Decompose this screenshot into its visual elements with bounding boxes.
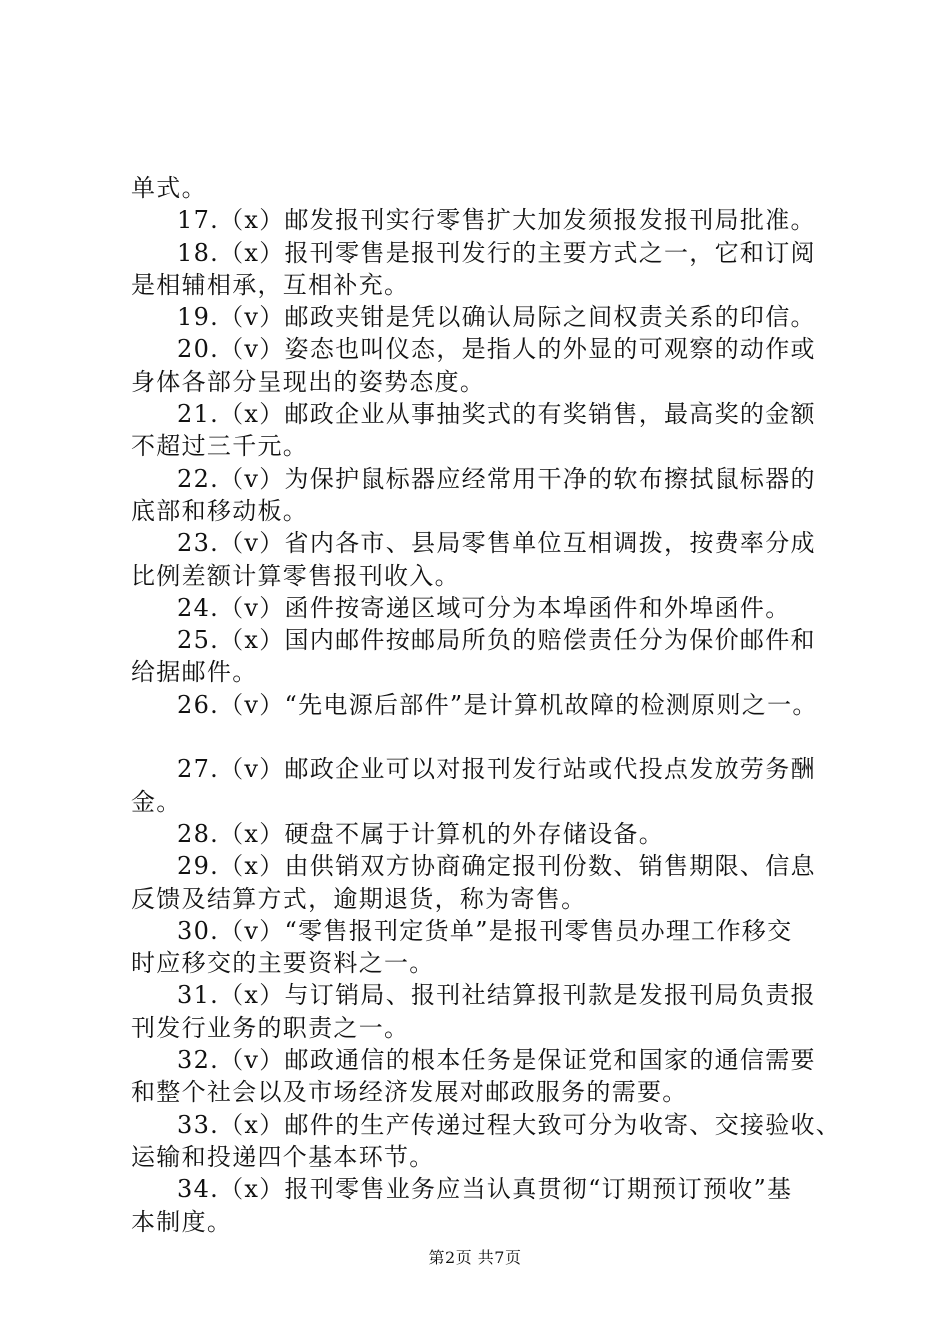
text-line: 反馈及结算方式，逾期退货，称为寄售。 [131, 884, 587, 913]
text-line: 34.（x）报刊零售业务应当认真贯彻“订期预订预收”基 [177, 1175, 793, 1204]
text-line: 本制度。 [131, 1207, 233, 1236]
text-line: 给据邮件。 [131, 658, 258, 687]
text-line: 24.（v）函件按寄递区域可分为本埠函件和外埠函件。 [177, 593, 791, 622]
text-line: 30.（v）“零售报刊定货单”是报刊零售员办理工作移交 [177, 916, 793, 945]
text-line: 27.（v）邮政企业可以对报刊发行站或代投点发放劳务酬 [177, 755, 816, 784]
page-footer: 第2页 共7页 [428, 1248, 522, 1267]
text-line: 29.（x）由供销双方协商确定报刊份数、销售期限、信息 [177, 852, 816, 881]
text-line: 17.（x）邮发报刊实行零售扩大加发须报发报刊局批准。 [177, 206, 816, 235]
text-line: 不超过三千元。 [131, 432, 309, 461]
text-line: 28.（x）硬盘不属于计算机的外存储设备。 [177, 819, 665, 848]
text-line: 18.（x）报刊零售是报刊发行的主要方式之一，它和订阅 [177, 238, 816, 267]
text-line: 是相辅相承，互相补充。 [131, 270, 410, 299]
text-line: 比例差额计算零售报刊收入。 [131, 561, 460, 590]
text-line: 26.（v）“先电源后部件”是计算机故障的检测原则之一。 [177, 690, 818, 719]
text-line: 20.（v）姿态也叫仪态，是指人的外显的可观察的动作或 [177, 335, 816, 364]
text-line: 21.（x）邮政企业从事抽奖式的有奖销售，最高奖的金额 [177, 400, 816, 429]
text-line: 31.（x）与订销局、报刊社结算报刊款是发报刊局负责报 [177, 981, 816, 1010]
text-line: 底部和移动板。 [131, 496, 309, 525]
text-line: 23.（v）省内各市、县局零售单位互相调拨，按费率分成 [177, 529, 816, 558]
text-line: 运输和投递四个基本环节。 [131, 1142, 435, 1171]
text-line: 32.（v）邮政通信的根本任务是保证党和国家的通信需要 [177, 1046, 816, 1075]
blank-line [131, 721, 841, 753]
text-line: 金。 [131, 787, 182, 816]
text-line: 刊发行业务的职责之一。 [131, 1013, 410, 1042]
text-line: 25.（x）国内邮件按邮局所负的赔偿责任分为保价邮件和 [177, 626, 816, 655]
text-line: 22.（v）为保护鼠标器应经常用干净的软布擦拭鼠标器的 [177, 464, 816, 493]
text-line: 身体各部分呈现出的姿势态度。 [131, 367, 486, 396]
text-line: 19.（v）邮政夹钳是凭以确认局际之间权责关系的印信。 [177, 303, 816, 332]
text-line: 和整个社会以及市场经济发展对邮政服务的需要。 [131, 1078, 688, 1107]
document-body [131, 172, 841, 1238]
text-line: 33.（x）邮件的生产传递过程大致可分为收寄、交接验收、 [177, 1110, 842, 1139]
text-line: 单式。 [131, 174, 207, 202]
text-line: 时应移交的主要资料之一。 [131, 949, 435, 978]
